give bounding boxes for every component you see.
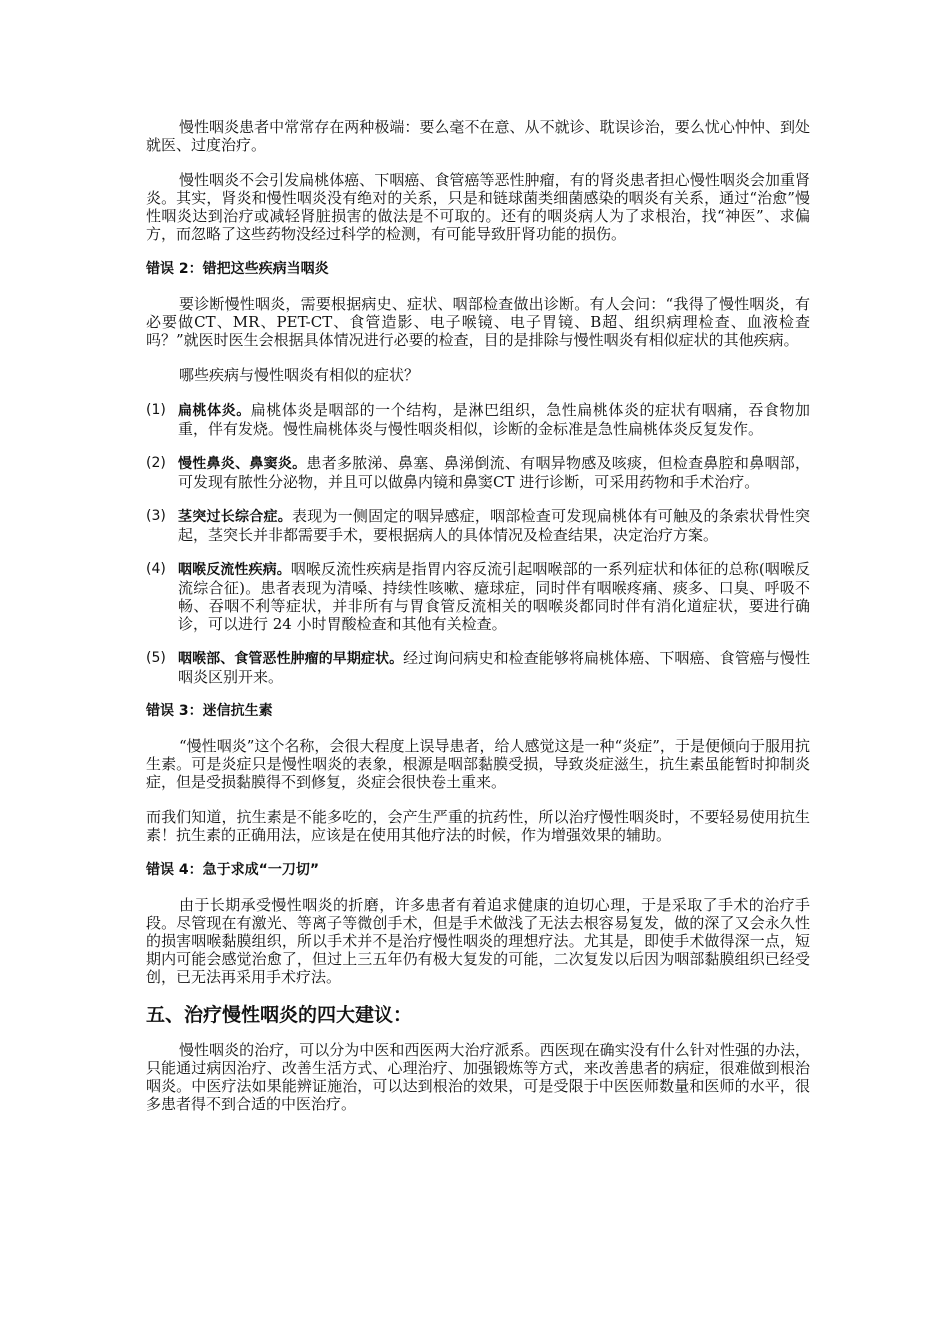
heading-error-2: 错误 2：错把这些疾病当咽炎 <box>146 261 329 277</box>
list-number: (4) <box>146 561 166 577</box>
heading-error-3: 错误 3：迷信抗生素 <box>146 703 273 719</box>
list-item-term: 慢性鼻炎、鼻窦炎。 <box>178 456 307 472</box>
section-heading: 五、治疗慢性咽炎的四大建议： <box>146 1004 413 1026</box>
document-page <box>146 118 810 1130</box>
list-item <box>146 454 810 491</box>
list-item <box>146 560 810 633</box>
list-item-term: 咽喉部、食管恶性肿瘤的早期症状。 <box>178 651 404 667</box>
list-number: (2) <box>146 455 166 471</box>
list-item-text: 患者多脓涕、鼻塞、鼻涕倒流、有咽异物感及咳痰，但检查鼻腔和鼻咽部，可发现有脓性分泌物，并且可以做鼻内镜和鼻窦CT 进行诊断，可采用药物和手术治疗。 <box>178 454 810 491</box>
paragraph: 哪些疾病与慢性咽炎有相似的症状？ <box>179 366 420 384</box>
paragraph: 由于长期承受慢性咽炎的折磨，许多患者有着追求健康的迫切心理，于是采取了手术的治疗手段。尽管现在有激光、等离子等微创手术，但是手术做浅了无法去根容易复发，做的深了又会永久性的损害咽喉黏膜组织，所以手术并不是治疗慢性咽炎的理想疗法。尤其是，即使手术做得深一点，短期内可能会感觉治愈了，但过上三五年仍有极大复发的可能，二次复发以后因为咽部黏膜组织已经受创，已无法再采用手术疗法。 <box>146 896 810 986</box>
list-item-body <box>178 649 810 686</box>
heading-error-4: 错误 4：急于求成“一刀切” <box>146 862 320 878</box>
list-number: (5) <box>146 650 166 666</box>
list-item-text: 表现为一侧固定的咽异感症，咽部检查可发现扁桃体有可触及的条索状骨性突起，茎突长并非都需要手术，要根据病人的具体情况及检查结果，决定治疗方案。 <box>178 507 810 544</box>
list-item-body <box>178 401 810 438</box>
list-number: (1) <box>146 402 166 418</box>
list-item-body <box>178 560 810 633</box>
list-item-text: 扁桃体炎是咽部的一个结构，是淋巴组织，急性扁桃体炎的症状有咽痛，吞食物加重，伴有发烧。慢性扁桃体炎与慢性咽炎相似，诊断的金标准是急性扁桃体炎反复发作。 <box>178 401 810 438</box>
list-item-body <box>178 507 810 544</box>
paragraph: 慢性咽炎的治疗，可以分为中医和西医两大治疗派系。西医现在确实没有什么针对性强的办法，只能通过病因治疗、改善生活方式、心理治疗、加强锻炼等方式，来改善患者的病症，很难做到根治咽炎。中医疗法如果能辨证施治，可以达到根治的效果，可是受限于中医医师数量和医师的水平，很多患者得不到合适的中医治疗。 <box>146 1041 810 1113</box>
list-item <box>146 401 810 438</box>
list-item-text: 经过询问病史和检查能够将扁桃体癌、下咽癌、食管癌与慢性咽炎区别开来。 <box>178 649 810 686</box>
list-item-term: 咽喉反流性疾病。 <box>178 562 291 578</box>
paragraph: 慢性咽炎不会引发扁桃体癌、下咽癌、食管癌等恶性肿瘤，有的肾炎患者担心慢性咽炎会加重肾炎。其实，肾炎和慢性咽炎没有绝对的关系，只是和链球菌类细菌感染的咽炎有关系，通过“治愈”慢性咽炎达到治疗或减轻肾脏损害的做法是不可取的。还有的咽炎病人为了求根治，找“神医”、求偏方，而忽略了这些药物没经过科学的检测，有可能导致肝肾功能的损伤。 <box>146 171 810 243</box>
list-number: (3) <box>146 508 166 524</box>
paragraph: 而我们知道，抗生素是不能多吃的，会产生严重的抗药性，所以治疗慢性咽炎时，不要轻易使用抗生素！抗生素的正确用法，应该是在使用其他疗法的时候，作为增强效果的辅助。 <box>146 808 810 844</box>
list-item-term: 扁桃体炎。 <box>178 403 251 419</box>
paragraph: 要诊断慢性咽炎，需要根据病史、症状、咽部检查做出诊断。有人会问：“我得了慢性咽炎，有必要做CT、MR、PET-CT、食管造影、电子喉镜、电子胃镜、B超、组织病理检查、血液检查吗？”就医时医生会根据具体情况进行必要的检查，目的是排除与慢性咽炎有相似症状的其他疾病。 <box>146 295 810 349</box>
list-item <box>146 649 810 686</box>
list-item-term: 茎突过长综合症。 <box>178 509 292 525</box>
list-item-text: 咽喉反流性疾病是指胃内容反流引起咽喉部的一系列症状和体征的总称(咽喉反流综合征)。患者表现为清嗓、持续性咳嗽、癔球症，同时伴有咽喉疼痛、痰多、口臭、呼吸不畅、吞咽不利等症状，并非所有与胃食管反流相关的咽喉炎都同时伴有消化道症状，要进行确诊，可以进行 24 小时胃酸检查和其他有关检查。 <box>178 560 811 633</box>
list-item-body <box>178 454 810 491</box>
paragraph: “慢性咽炎”这个名称，会很大程度上误导患者，给人感觉这是一种“炎症”，于是便倾向于服用抗生素。可是炎症只是慢性咽炎的表象，根源是咽部黏膜受损，导致炎症滋生，抗生素虽能暂时抑制炎症，但是受损黏膜得不到修复，炎症会很快卷土重来。 <box>146 737 810 791</box>
paragraph: 慢性咽炎患者中常常存在两种极端：要么毫不在意、从不就诊、耽误诊治，要么忧心忡忡、到处就医、过度治疗。 <box>146 118 810 154</box>
list-item <box>146 507 810 544</box>
